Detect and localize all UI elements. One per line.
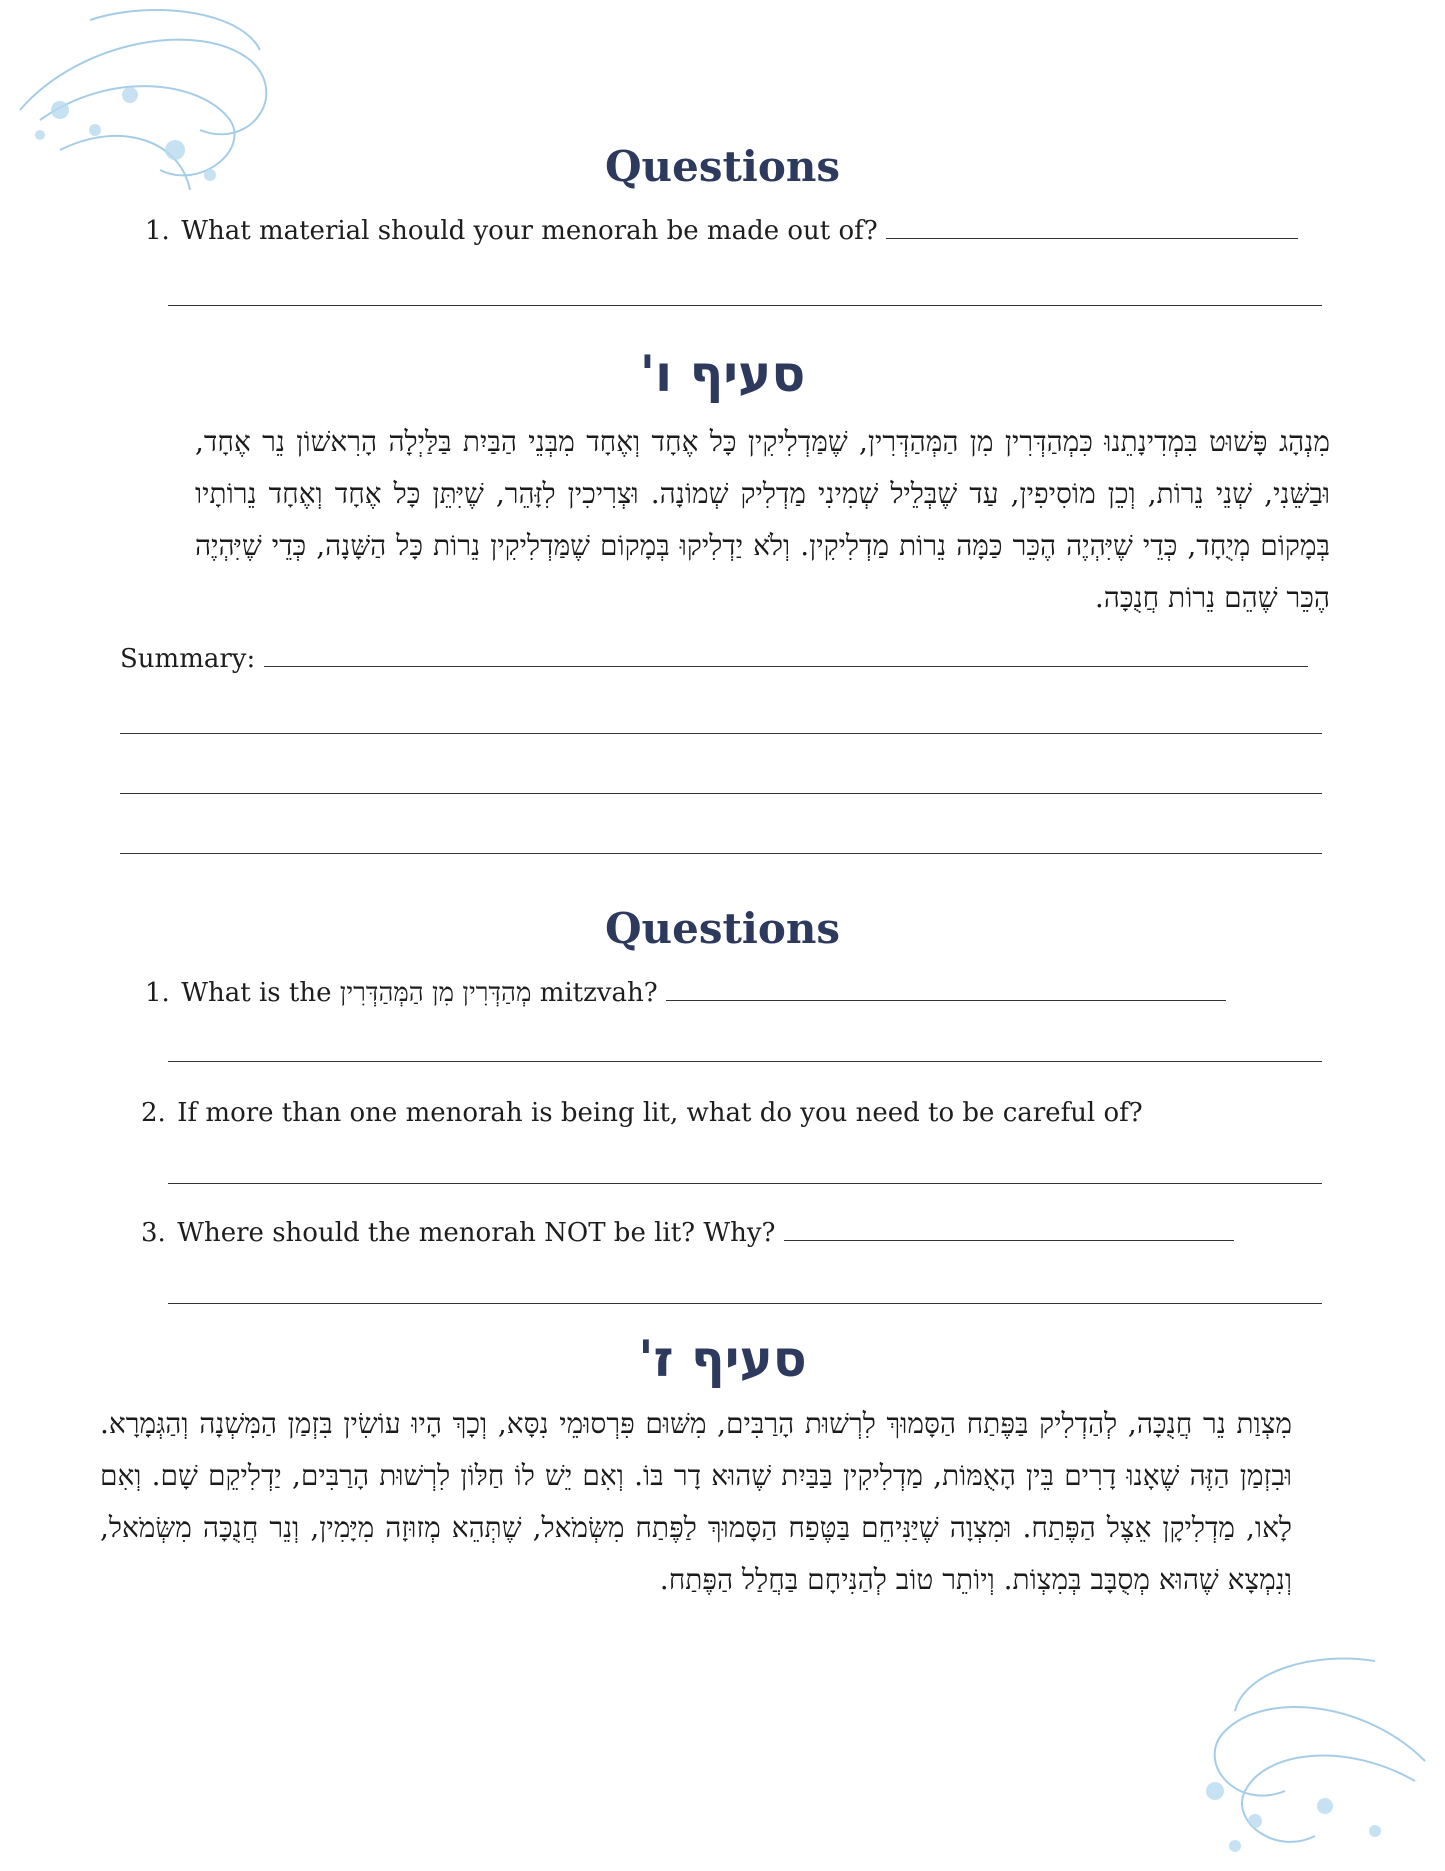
summary-row bbox=[120, 644, 1308, 674]
answer-line[interactable] bbox=[666, 996, 1226, 1001]
answer-line[interactable] bbox=[168, 1061, 1322, 1062]
question-1 bbox=[145, 216, 1298, 246]
halacha-text: מִצְוַת נֵר חֲנֻכָּה, לְהַדְלִיק בַּפֶּתַח הַסָּמוּךְ לִרְשׁוּת הָרַבִּים, מִשּׁוּם פִּרְסוּמֵי נִסָּא, וְכָךְ הָיוּ עוֹשִׂין בִּזְמַן הַמִּשְׁנָה וְהַגְּמָרָא. וּבִזְמַן הַזֶּה שֶׁאָנוּ דָרִים בֵּין הָאֻמּוֹת, מַדְלִיקִין בַּבַּיִת שֶׁהוּא דָר בּוֹ. וְאִם יֵשׁ לוֹ חַלּוֹן לִרְשׁוּת הָרַבִּים, יַדְלִיקֵם שָׁם. וְאִם לָאו, מַדְלִיקָן אֵצֶל הַפֶּתַח. וּמִצְוָה שֶׁיַּנִּיחֵם בַּטֶּפַח הַסָּמוּךְ לַפֶּתַח מִשְּׂמֹאל, שֶׁתְּהֵא מְזוּזָה מִיָּמִין, וְנֵר חֲנֻכָּה מִשְּׂמֹאל, וְנִמְצָא שֶׁהוּא מְסֻבָּב בְּמִצְוֹת. וְיוֹתֵר טוֹב לְהַנִּיחָם בַּחֲלַל הַפֶּתַח. bbox=[100, 1407, 1292, 1596]
answer-line[interactable] bbox=[168, 1183, 1322, 1184]
question-text: mitzvah? bbox=[539, 978, 658, 1008]
question-number: 1. bbox=[145, 216, 170, 246]
summary-label: Summary: bbox=[120, 644, 256, 674]
snowflake-swirl-decoration bbox=[1175, 1641, 1445, 1871]
halacha-text: מִנְהָג פָּשׁוּט בִּמְדִינָתֵנוּ כִּמְהַדְּרִין מִן הַמְּהַדְּרִין, שֶׁמַּדְלִיקִין כָּל אֶחָד וְאֶחָד מִבְּנֵי הַבַּיִת בַּלַּיְלָה הָרִאשׁוֹן נֵר אֶחָד, וּבַשֵּׁנִי, שְׁנֵי נֵרוֹת, וְכֵן מוֹסִיפִין, עַד שֶׁבְּלֵיל שְׁמִינִי מַדְלִיק שְׁמוֹנָה. וּצְרִיכִין לִזָּהֵר, שֶׁיִּתֵּן כָּל אֶחָד וְאֶחָד נֵרוֹתָיו בְּמָקוֹם מְיֻחָד, כְּדֵי שֶׁיִּהְיֶה הֶכֵּר כַּמָּה נֵרוֹת מַדְלִיקִין. וְלֹא יַדְלִיקוּ בְּמָקוֹם שֶׁמַּדְלִיקִין נֵרוֹת כָּל הַשָּׁנָה, כְּדֵי שֶׁיִּהְיֶה הֶכֵּר שֶׁהֵם נֵרוֹת חֲנֻכָּה. bbox=[195, 425, 1330, 614]
question-text: Where should the menorah NOT be lit? Why? bbox=[177, 1218, 776, 1248]
summary-line[interactable] bbox=[264, 662, 1308, 667]
answer-line[interactable] bbox=[886, 234, 1298, 239]
question-3 bbox=[141, 1218, 1234, 1248]
question-number: 1. bbox=[145, 978, 170, 1008]
question-number: 3. bbox=[141, 1218, 166, 1248]
questions-heading: Questions bbox=[604, 904, 841, 953]
question-text: What material should your menorah be made out of? bbox=[181, 216, 878, 246]
answer-line[interactable] bbox=[784, 1236, 1234, 1241]
question-hebrew-term: מְהַדְּרִין מִן הַמְּהַדְּרִין bbox=[339, 978, 532, 1008]
question-text: If more than one menorah is being lit, what do you need to be careful of? bbox=[177, 1098, 1143, 1128]
summary-line[interactable] bbox=[120, 853, 1322, 854]
question-2 bbox=[141, 1098, 1143, 1128]
questions-heading: Questions bbox=[604, 142, 841, 191]
summary-line[interactable] bbox=[120, 793, 1322, 794]
answer-line[interactable] bbox=[168, 305, 1322, 306]
siman-heading: סעיף ז' bbox=[638, 1330, 807, 1388]
siman-heading: סעיף ו' bbox=[639, 345, 806, 403]
summary-line[interactable] bbox=[120, 733, 1322, 734]
question-text: What is the bbox=[181, 978, 332, 1008]
question-1 bbox=[145, 978, 1226, 1008]
question-number: 2. bbox=[141, 1098, 166, 1128]
answer-line[interactable] bbox=[168, 1303, 1322, 1304]
